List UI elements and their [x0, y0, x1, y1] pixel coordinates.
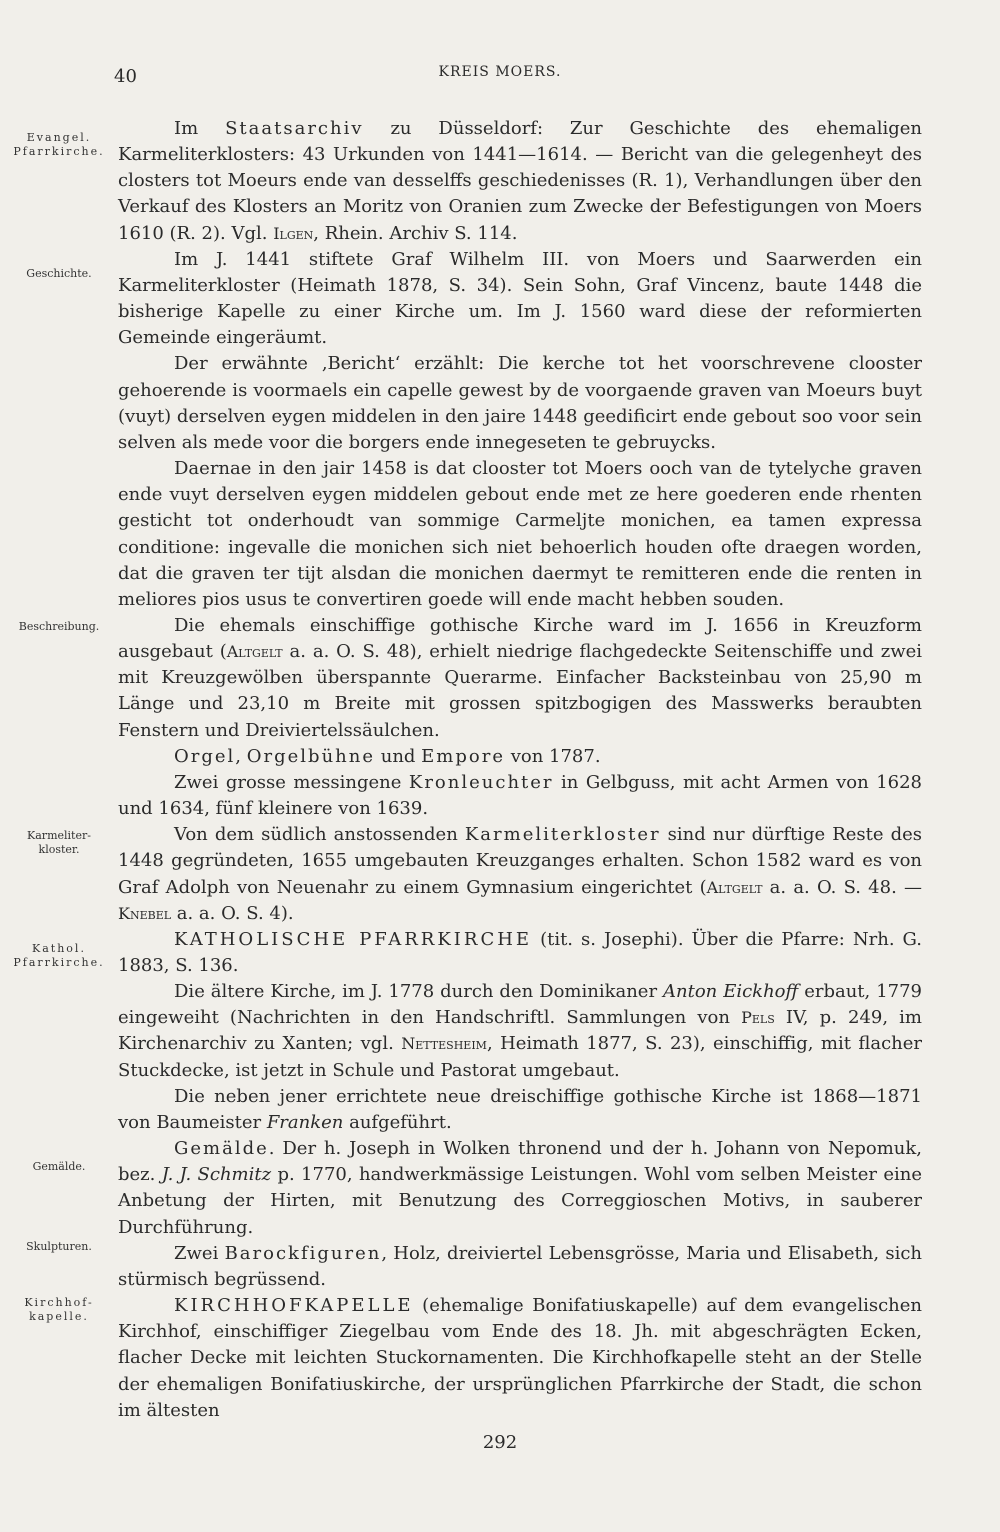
- paragraph: Die ehemals einschiffige gothische Kirche ward im J. 1656 in Kreuzform ausgebaut (Altgelt a. a. O. S. 48), erhielt niedrige flachgedeckte Seitenschiffe und zwei mit Kreuzgewölben überspannte Querarme. Einfacher Backsteinbau von 25,90 m Länge und 23,10 m Breite mit grossen spitzbogigen des Masswerks beraubten Fenstern und Dreiviertelssäulchen.: [118, 614, 923, 741]
- margin-note: Kathol.: [32, 942, 86, 955]
- margin-note: Pfarrkirche.: [13, 145, 105, 158]
- margin-note: Skulpturen.: [26, 1240, 92, 1253]
- margin-note: Pfarrkirche.: [13, 956, 105, 969]
- paragraph: Im J. 1441 stiftete Graf Wilhelm III. von Moers und Saarwerden ein Karmeliterkloster (Heimath 1878, S. 34). Sein Sohn, Graf Vincenz, baute 1448 die bisherige Kapelle zu einer Kirche um. Im J. 1560 ward diese der reformierten Gemeinde eingeräumt.: [118, 248, 922, 349]
- paragraph: Der erwähnte ‚Bericht‘ erzählt: Die kerche tot het voorschrevene clooster gehoerende is voormaels ein capelle gewest by de voorgaende graven van Moeurs buyt (vuyt) derselven eygen middelen in den jaire 1448 geedificirt ende gebout soo voor sein selven als mede voor die borgers ende innegeseten te gebruycks.: [118, 353, 922, 453]
- paragraph: Im Staatsarchiv zu Düsseldorf: Zur Geschichte des ehemaligen Karmeliterklosters: 43 Urkunden von 1441—1614. — Bericht van die gelegenheyt des closters tot Moeurs ende van desselffs geschiedenisses (R. 1), Verhandlungen über den Verkauf des Klosters an Moritz von Oranien zum Zwecke der Befestigungen von Moers 1610 (R. 2). Vgl. Ilgen, Rhein. Archiv S. 114.: [118, 118, 923, 244]
- paragraph: Die neben jener errichtete neue dreischiffige gothische Kirche ist 1868—1871 von Baumeister Franken aufgeführt.: [118, 1085, 922, 1133]
- paragraph: Daernae in den jair 1458 is dat clooster tot Moers ooch van de tytelyche graven ende vuyt derselven eygen middelen gebout ende met ze here goederen ende rhenten gesticht tot onderhoudt van sommige Carmeljte monichen, ea tamen expressa conditione: ingevalle die monichen sich niet behoerlich houden ofte draegen worden, dat die graven ter tijt alsdan die monichen daermyt te remitteren ende die renten in meliores pios usus te convertiren goede will ende macht hebben souden.: [118, 458, 922, 610]
- running-head: KREIS MOERS.: [438, 64, 562, 80]
- page-number: 40: [114, 66, 137, 87]
- margin-note: kapelle.: [29, 1310, 89, 1323]
- paragraph: Die ältere Kirche, im J. 1778 durch den Dominikaner Anton Eickhoff erbaut, 1779 eingeweiht (Nachrichten in den Handschriftl. Sammlungen von Pels IV, p. 249, im Kirchenarchiv zu Xanten; vgl. Nettesheim, Heimath 1877, S. 23), einschiffig, mit flacher Stuckdecke, ist jetzt in Schule und Pastorat umgebaut.: [118, 981, 923, 1081]
- paragraph: Zwei grosse messingene Kronleuchter in Gelbguss, mit acht Armen von 1628 und 1634, fünf kleinere von 1639.: [118, 771, 923, 820]
- main-text: [118, 116, 922, 1424]
- folio-number: 292: [482, 1432, 518, 1453]
- margin-note: Gemälde.: [32, 1160, 86, 1173]
- margin-note: Kirchhof-: [24, 1296, 94, 1309]
- margin-note: kloster.: [38, 843, 80, 856]
- margin-note: Karmeliter-: [27, 829, 91, 842]
- paragraph: KIRCHHOFKAPELLE (ehemalige Bonifatiuskapelle) auf dem evangelischen Kirchhof, einschiffiger Ziegelbau vom Ende des 18. Jh. mit abgeschrägten Ecken, flacher Decke mit leichten Stuckornamenten. Die Kirchhofkapelle steht an der Stelle der ehemaligen Bonifatiuskirche, der ursprünglichen Pfarrkirche der Stadt, die schon im ältesten: [118, 1295, 922, 1421]
- paragraph: Orgel, Orgelbühne und Empore von 1787.: [174, 745, 601, 767]
- margin-note: Evangel.: [26, 131, 92, 144]
- margin-note: Geschichte.: [26, 267, 92, 280]
- paragraph: KATHOLISCHE PFARRKIRCHE (tit. s. Josephi). Über die Pfarre: Nrh. G. 1883, S. 136.: [118, 928, 922, 976]
- paragraph: Zwei Barockfiguren, Holz, dreiviertel Lebensgrösse, Maria und Elisabeth, sich stürmisch begrüssend.: [118, 1242, 922, 1290]
- paragraph: Von dem südlich anstossenden Karmeliterkloster sind nur dürftige Reste des 1448 gegründeten, 1655 umgebauten Kreuzganges erhalten. Schon 1582 ward es von Graf Adolph von Neuenahr zu einem Gymnasium eingerichtet (Altgelt a. a. O. S. 48. — Knebel a. a. O. S. 4).: [118, 824, 922, 924]
- paragraph: Gemälde. Der h. Joseph in Wolken thronend und der h. Johann von Nepomuk, bez. J. J. Schmitz p. 1770, handwerkmässige Leistungen. Wohl vom selben Meister eine Anbetung der Hirten, mit Benutzung des Correggioschen Motivs, in sauberer Durchführung.: [118, 1138, 922, 1238]
- margin-note: Beschreibung.: [18, 620, 100, 633]
